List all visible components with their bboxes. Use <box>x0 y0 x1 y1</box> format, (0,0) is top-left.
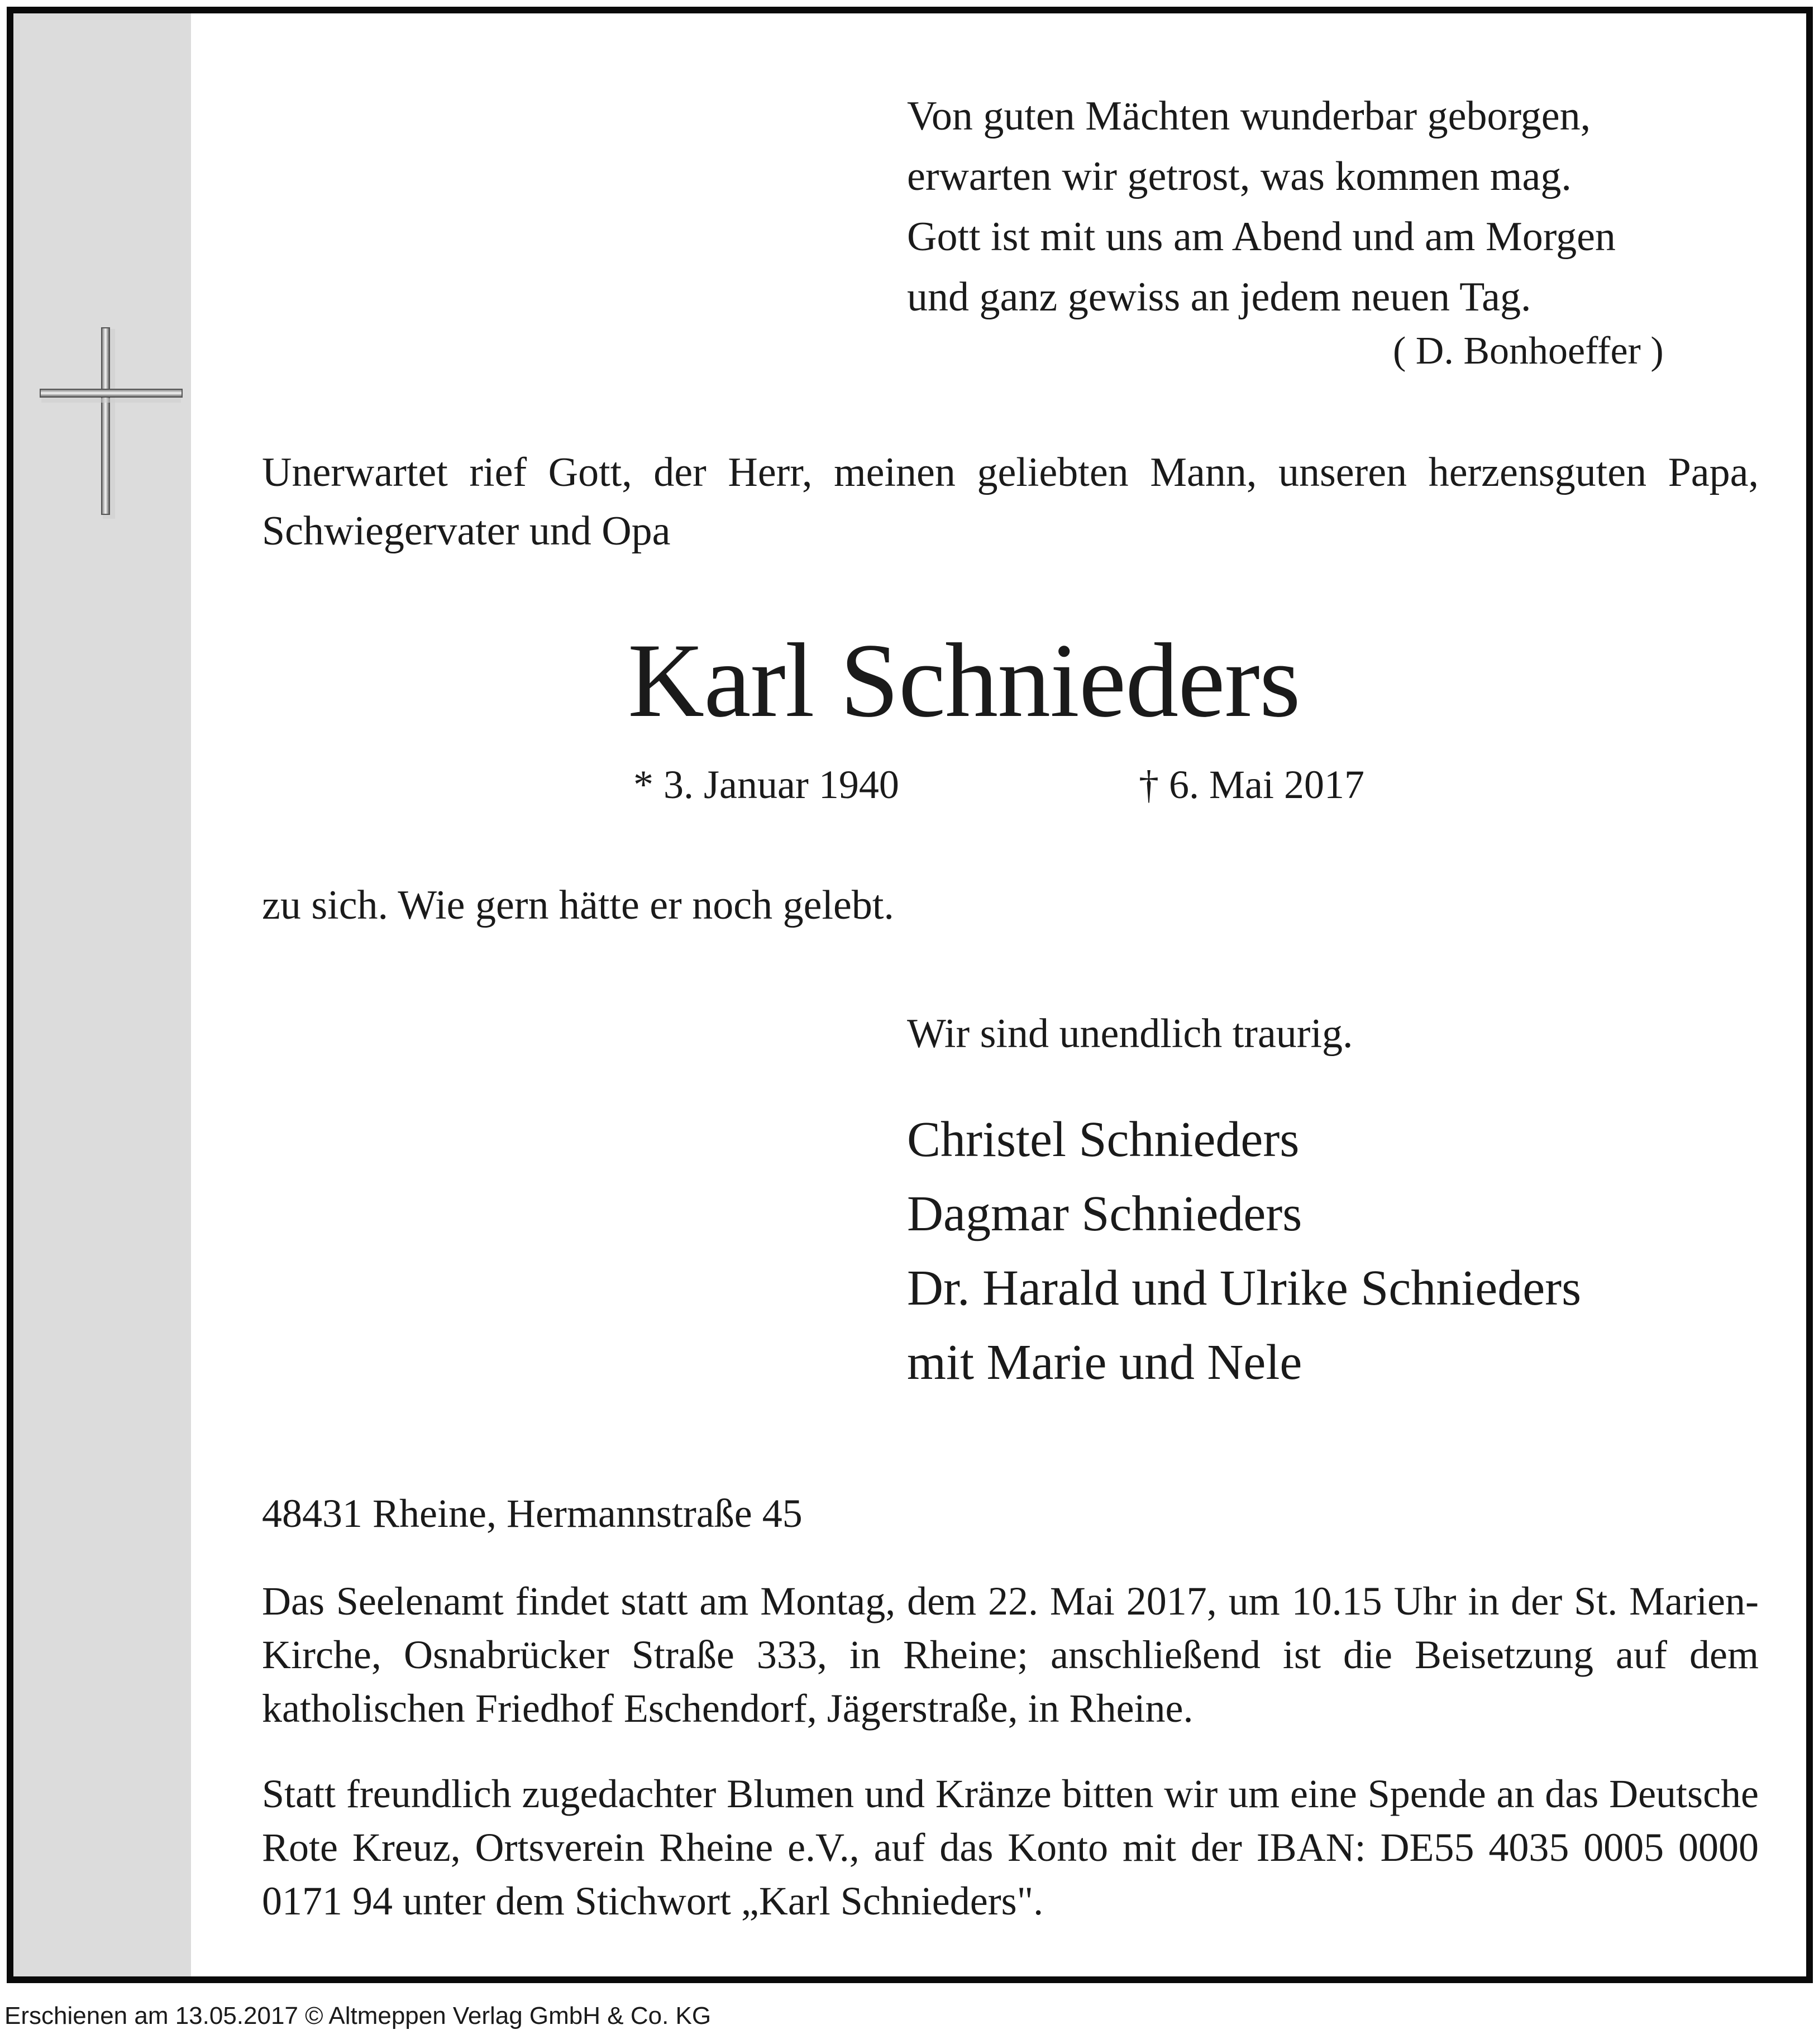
death-date: † 6. Mai 2017 <box>1139 762 1364 807</box>
family-address: 48431 Rheine, Hermannstraße 45 <box>262 1491 803 1536</box>
verse-attribution: ( D. Bonhoeffer ) <box>1393 329 1664 372</box>
obituary-notice <box>7 7 1813 1983</box>
verse-line: und ganz gewiss an jedem neuen Tag. <box>907 274 1531 320</box>
verse-line: Gott ist mit uns am Abend und am Morgen <box>907 214 1616 260</box>
donation-info: Statt freundlich zugedachter Blumen und Kränze bitten wir um eine Spende an das Deutsche Rote Kreuz, Ortsverein Rheine e.V., auf das Konto mit der IBAN: DE55 4035 0005 0000 0171 94 unter dem Stichwort „Karl Schnieders". <box>262 1771 1759 1923</box>
mourning-line: Wir sind unendlich traurig. <box>907 1011 1353 1057</box>
cross-icon <box>36 323 187 524</box>
deceased-name: Karl Schnieders <box>628 622 1300 739</box>
mourner-name: mit Marie und Nele <box>907 1335 1302 1390</box>
side-band <box>13 13 191 1976</box>
mourner-name: Dr. Harald und Ulrike Schnieders <box>907 1260 1582 1316</box>
publication-footer: Erschienen am 13.05.2017 © Altmeppen Verlag GmbH & Co. KG <box>4 2002 712 2029</box>
mourner-name: Christel Schnieders <box>907 1112 1300 1167</box>
birth-date: * 3. Januar 1940 <box>633 762 899 807</box>
intro-text: Unerwartet rief Gott, der Herr, meinen geliebten Mann, unseren herzensguten Papa, Schwiegervater und Opa <box>262 450 1759 554</box>
verse-line: Von guten Mächten wunderbar geborgen, <box>907 93 1591 139</box>
continuation-text: zu sich. Wie gern hätte er noch gelebt. <box>262 882 894 928</box>
mourners-list <box>907 1102 1581 1400</box>
service-info: Das Seelenamt findet statt am Montag, dem 22. Mai 2017, um 10.15 Uhr in der St. Marien-Kirche, Osnabrücker Straße 333, in Rheine; anschließend ist die Beisetzung auf dem katholischen Friedhof Eschendorf, Jägerstraße, in Rheine. <box>262 1579 1759 1731</box>
verse-line: erwarten wir getrost, was kommen mag. <box>907 154 1572 199</box>
mourner-name: Dagmar Schnieders <box>907 1186 1302 1241</box>
bonhoeffer-verse <box>907 86 1616 327</box>
